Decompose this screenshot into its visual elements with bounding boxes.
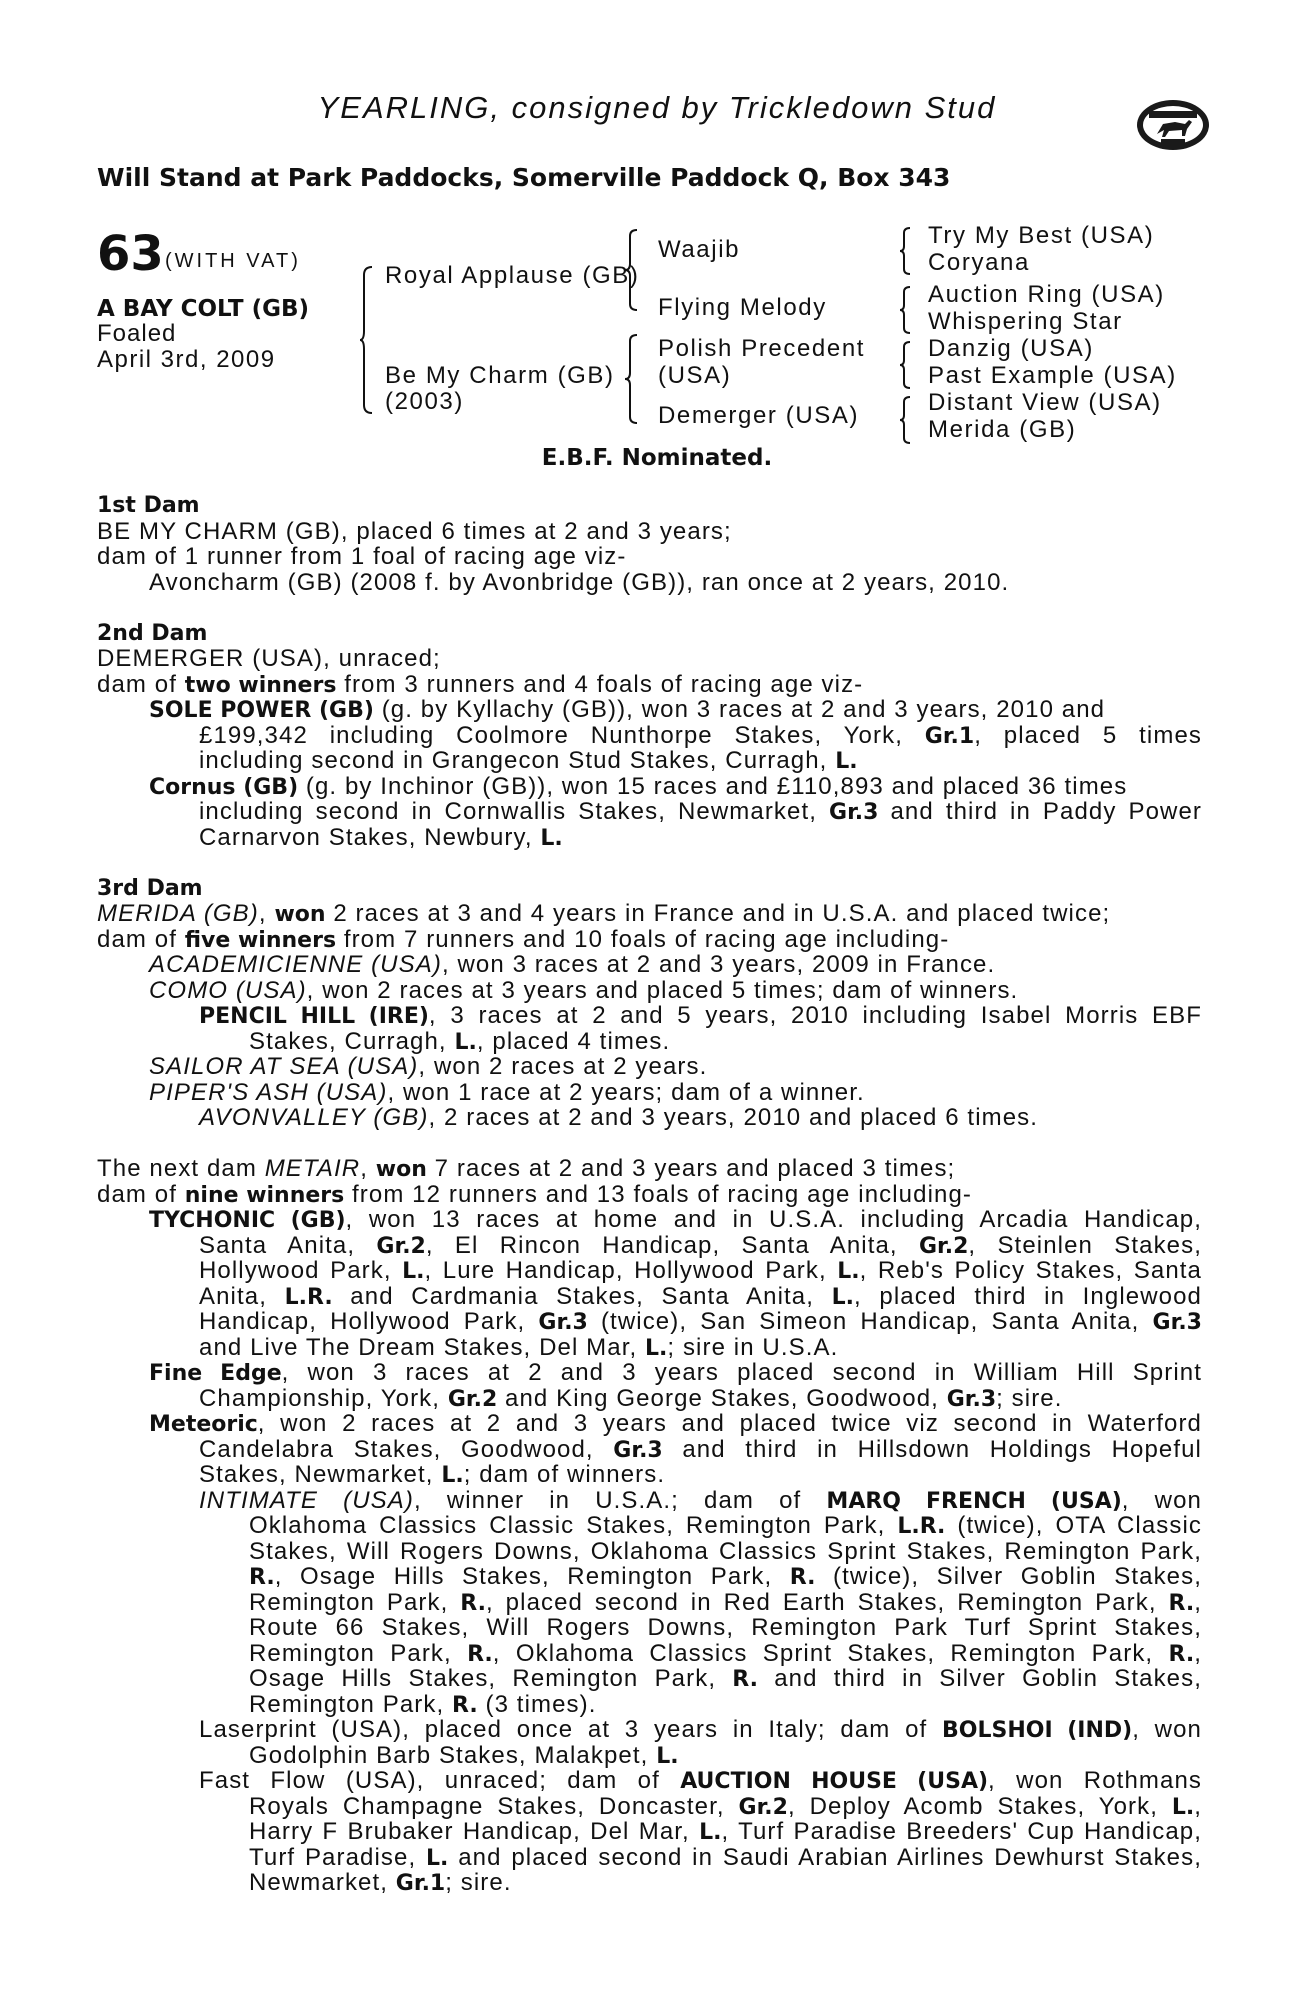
progeny-line: including second in Cornwallis Stakes, Newmarket, Gr.3 and third in Paddy Power	[199, 799, 1202, 825]
pedigree-brace-main	[360, 265, 374, 415]
progeny-line: Stakes, Will Rogers Downs, Oklahoma Classics Sprint Stakes, Remington Park,	[249, 1538, 1202, 1564]
third-dam-line: MERIDA (GB), won 2 races at 3 and 4 years in France and in U.S.A. and placed twice;	[97, 900, 1111, 927]
lot-number: 63	[97, 226, 164, 282]
progeny-line: Candelabra Stakes, Goodwood, Gr.3 and third in Hillsdown Holdings Hopeful	[199, 1436, 1202, 1462]
progeny-line: and Live The Dream Stakes, Del Mar, L.; sire in U.S.A.	[199, 1333, 839, 1361]
progeny-line: Harry F Brubaker Handicap, Del Mar, L., Turf Paradise Breeders' Cup Handicap,	[249, 1819, 1202, 1845]
second-dam-line: DEMERGER (USA), unraced;	[97, 645, 441, 672]
progeny-line: Oklahoma Classics Classic Stakes, Remington Park, L.R. (twice), OTA Classic	[249, 1513, 1202, 1539]
progeny-line: R., Osage Hills Stakes, Remington Park, R. (twice), Silver Goblin Stakes,	[249, 1564, 1202, 1590]
next-dam-line: The next dam METAIR, won 7 races at 2 and 3 years and placed 3 times;	[97, 1155, 956, 1182]
pedigree-ancestor: Whispering Star	[928, 308, 1123, 335]
pedigree-grandsire-1: Waajib	[658, 236, 741, 263]
foaled-label: Foaled	[97, 320, 177, 347]
progeny-sailor-at-sea: SAILOR AT SEA (USA), won 2 races at 2 years.	[149, 1053, 708, 1080]
progeny-cornus: Cornus (GB) (g. by Inchinor (GB)), won 15 races and £110,893 and placed 36 times	[149, 772, 1128, 800]
pedigree-brace-gs2	[900, 340, 912, 390]
pedigree-grandsire-2: Polish Precedent	[658, 335, 866, 362]
second-dam-line: dam of two winners from 3 runners and 4 foals of racing age viz-	[97, 670, 864, 698]
progeny-line: Handicap, Hollywood Park, Gr.3 (twice), San Simeon Handicap, Santa Anita, Gr.3	[199, 1309, 1202, 1335]
progeny-avonvalley: AVONVALLEY (GB), 2 races at 2 and 3 years, 2010 and placed 6 times.	[199, 1104, 1039, 1131]
pedigree-ancestor: Coryana	[928, 249, 1030, 276]
progeny-meteoric: Meteoric, won 2 races at 2 and 3 years and placed twice viz second in Waterford	[149, 1411, 1202, 1437]
pedigree-grandsire-2-country: (USA)	[658, 362, 732, 389]
pedigree-ancestor: Auction Ring (USA)	[928, 281, 1165, 308]
progeny-line: Anita, L.R. and Cardmania Stakes, Santa Anita, L., placed third in Inglewood	[199, 1283, 1202, 1309]
pedigree-granddam-1: Flying Melody	[658, 294, 827, 321]
progeny-line: Remington Park, R., placed second in Red Earth Stakes, Remington Park, R.,	[249, 1589, 1202, 1615]
pedigree-ancestor: Danzig (USA)	[928, 335, 1094, 362]
pedigree-ancestor: Try My Best (USA)	[928, 222, 1155, 249]
progeny-line: Turf Paradise, L. and placed second in Saudi Arabian Airlines Dewhurst Stakes,	[249, 1844, 1202, 1870]
progeny-line: Royals Champagne Stakes, Doncaster, Gr.2, Deploy Acomb Stakes, York, L.,	[249, 1793, 1202, 1819]
progeny-pencil-hill: PENCIL HILL (IRE), 3 races at 2 and 5 years, 2010 including Isabel Morris EBF	[199, 1003, 1202, 1029]
progeny-line: Osage Hills Stakes, Remington Park, R. and third in Silver Goblin Stakes,	[249, 1666, 1202, 1692]
progeny-line: Championship, York, Gr.2 and King George Stakes, Goodwood, Gr.3; sire.	[199, 1384, 1063, 1412]
catalogue-body	[97, 493, 1202, 1896]
progeny-sole-power: SOLE POWER (GB) (g. by Kyllachy (GB)), won 3 races at 2 and 3 years, 2010 and	[149, 696, 1106, 723]
progeny-intimate: INTIMATE (USA), winner in U.S.A.; dam of MARQ FRENCH (USA), won	[199, 1487, 1202, 1513]
pedigree-brace-dam	[625, 333, 639, 425]
progeny-line: Godolphin Barb Stakes, Malakpet, L.	[249, 1741, 679, 1769]
pedigree-dam: Be My Charm (GB)	[385, 362, 615, 389]
progeny-como: COMO (USA), won 2 races at 3 years and placed 5 times; dam of winners.	[149, 976, 1019, 1004]
pedigree-dam-year: (2003)	[385, 388, 464, 415]
progeny-fine-edge: Fine Edge, won 3 races at 2 and 3 years placed second in William Hill Sprint	[149, 1360, 1202, 1386]
first-dam-progeny: Avoncharm (GB) (2008 f. by Avonbridge (GB)), ran once at 2 years, 2010.	[149, 568, 1010, 596]
progeny-line: including second in Grangecon Stud Stakes, Curragh, L.	[199, 747, 858, 774]
third-dam-line: dam of five winners from 7 runners and 10 foals of racing age including-	[97, 925, 950, 953]
progeny-line: Route 66 Stakes, Will Rogers Downs, Remington Park Turf Sprint Stakes,	[249, 1615, 1202, 1641]
first-dam-heading: 1st Dam	[97, 493, 200, 518]
progeny-line: Santa Anita, Gr.2, El Rincon Handicap, Santa Anita, Gr.2, Steinlen Stakes,	[199, 1232, 1202, 1258]
ebf-nominated: E.B.F. Nominated.	[541, 445, 773, 471]
page-title: YEARLING, consigned by Trickledown Stud	[317, 90, 997, 125]
first-dam-line: dam of 1 runner from 1 foal of racing age viz-	[97, 543, 627, 570]
first-dam-line: BE MY CHARM (GB), placed 6 times at 2 and 3 years;	[97, 517, 732, 545]
progeny-fast-flow: Fast Flow (USA), unraced; dam of AUCTION HOUSE (USA), won Rothmans	[199, 1768, 1202, 1794]
progeny-academicienne: ACADEMICIENNE (USA), won 3 races at 2 and 3 years, 2009 in France.	[149, 951, 996, 978]
progeny-line: Stakes, Newmarket, L.; dam of winners.	[199, 1461, 666, 1488]
progeny-pipers-ash: PIPER'S ASH (USA), won 1 race at 2 years; dam of a winner.	[149, 1078, 865, 1106]
third-dam-heading: 3rd Dam	[97, 875, 203, 901]
pedigree-granddam-2: Demerger (USA)	[658, 402, 860, 429]
pedigree-brace-gd1	[900, 285, 912, 335]
pedigree-brace-gd2	[900, 395, 912, 445]
pedigree-ancestor: Past Example (USA)	[928, 362, 1177, 389]
progeny-laserprint: Laserprint (USA), placed once at 3 years in Italy; dam of BOLSHOI (IND), won	[199, 1717, 1202, 1743]
stand-location: Will Stand at Park Paddocks, Somerville Paddock Q, Box 343	[97, 163, 951, 192]
progeny-line: Remington Park, R. (3 times).	[249, 1690, 597, 1718]
next-dam-line: dam of nine winners from 12 runners and 13 foals of racing age including-	[97, 1180, 972, 1208]
yearling-bonus-badge-icon	[1135, 98, 1211, 152]
progeny-line: Stakes, Curragh, L., placed 4 times.	[249, 1027, 671, 1055]
pedigree-ancestor: Distant View (USA)	[928, 389, 1162, 416]
progeny-tychonic: TYCHONIC (GB), won 13 races at home and in U.S.A. including Arcadia Handicap,	[149, 1207, 1202, 1233]
progeny-line: Newmarket, Gr.1; sire.	[249, 1869, 512, 1896]
progeny-line: Carnarvon Stakes, Newbury, L.	[199, 823, 563, 851]
pedigree-ancestor: Merida (GB)	[928, 416, 1077, 443]
foaled-date: April 3rd, 2009	[97, 346, 276, 373]
lot-vat: (WITH VAT)	[165, 250, 301, 272]
progeny-line: £199,342 including Coolmore Nunthorpe Stakes, York, Gr.1, placed 5 times	[199, 722, 1202, 748]
progeny-line: Hollywood Park, L., Lure Handicap, Hollywood Park, L., Reb's Policy Stakes, Santa	[199, 1258, 1202, 1284]
pedigree-brace-gs1	[900, 226, 912, 276]
progeny-line: Remington Park, R., Oklahoma Classics Sprint Stakes, Remington Park, R.,	[249, 1640, 1202, 1666]
second-dam-heading: 2nd Dam	[97, 620, 208, 646]
pedigree-sire: Royal Applause (GB)	[385, 262, 640, 289]
lot-name: A BAY COLT (GB)	[97, 296, 310, 322]
